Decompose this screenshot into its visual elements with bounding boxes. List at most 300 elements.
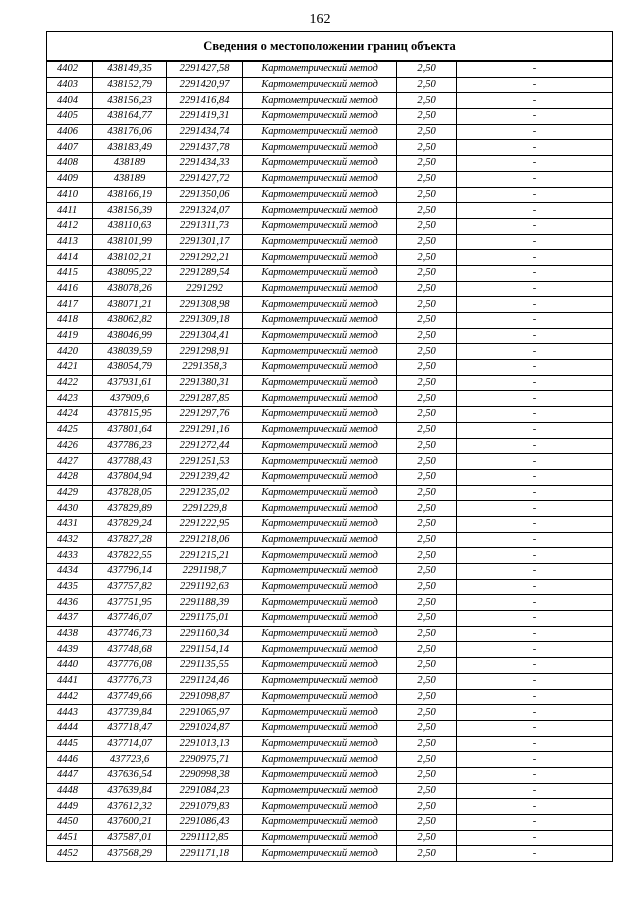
- note-cell: -: [457, 328, 613, 344]
- accuracy-cell: 2,50: [397, 156, 457, 172]
- x-coordinate-cell: 438189: [93, 156, 167, 172]
- point-number-cell: 4408: [47, 156, 93, 172]
- y-coordinate-cell: 2291154,14: [167, 642, 243, 658]
- method-cell: Картометрический метод: [243, 297, 397, 313]
- table-row: [47, 281, 613, 297]
- note-cell: -: [457, 438, 613, 454]
- note-cell: -: [457, 140, 613, 156]
- note-cell: -: [457, 407, 613, 423]
- y-coordinate-cell: 2291427,72: [167, 171, 243, 187]
- accuracy-cell: 2,50: [397, 218, 457, 234]
- method-cell: Картометрический метод: [243, 250, 397, 266]
- note-cell: -: [457, 265, 613, 281]
- point-number-cell: 4402: [47, 61, 93, 77]
- method-cell: Картометрический метод: [243, 140, 397, 156]
- point-number-cell: 4424: [47, 407, 93, 423]
- table-row: [47, 642, 613, 658]
- x-coordinate-cell: 437718,47: [93, 720, 167, 736]
- method-cell: Картометрический метод: [243, 344, 397, 360]
- note-cell: -: [457, 736, 613, 752]
- note-cell: -: [457, 689, 613, 705]
- y-coordinate-cell: 2291287,85: [167, 391, 243, 407]
- y-coordinate-cell: 2291434,74: [167, 124, 243, 140]
- accuracy-cell: 2,50: [397, 422, 457, 438]
- table-row: [47, 375, 613, 391]
- table-row: [47, 548, 613, 564]
- point-number-cell: 4427: [47, 454, 93, 470]
- y-coordinate-cell: 2291324,07: [167, 203, 243, 219]
- y-coordinate-cell: 2291086,43: [167, 815, 243, 831]
- method-cell: Картометрический метод: [243, 109, 397, 125]
- point-number-cell: 4450: [47, 815, 93, 831]
- y-coordinate-cell: 2291013,13: [167, 736, 243, 752]
- note-cell: -: [457, 454, 613, 470]
- x-coordinate-cell: 438164,77: [93, 109, 167, 125]
- table-row: [47, 815, 613, 831]
- table-row: [47, 579, 613, 595]
- y-coordinate-cell: 2291239,42: [167, 469, 243, 485]
- note-cell: -: [457, 250, 613, 266]
- point-number-cell: 4416: [47, 281, 93, 297]
- accuracy-cell: 2,50: [397, 124, 457, 140]
- y-coordinate-cell: 2291079,83: [167, 799, 243, 815]
- table-row: [47, 752, 613, 768]
- note-cell: -: [457, 344, 613, 360]
- y-coordinate-cell: 2291112,85: [167, 830, 243, 846]
- x-coordinate-cell: 437829,89: [93, 501, 167, 517]
- method-cell: Картометрический метод: [243, 187, 397, 203]
- y-coordinate-cell: 2291350,06: [167, 187, 243, 203]
- accuracy-cell: 2,50: [397, 611, 457, 627]
- point-number-cell: 4420: [47, 344, 93, 360]
- note-cell: -: [457, 579, 613, 595]
- accuracy-cell: 2,50: [397, 234, 457, 250]
- y-coordinate-cell: 2291419,31: [167, 109, 243, 125]
- accuracy-cell: 2,50: [397, 344, 457, 360]
- method-cell: Картометрический метод: [243, 422, 397, 438]
- point-number-cell: 4421: [47, 360, 93, 376]
- method-cell: Картометрический метод: [243, 579, 397, 595]
- point-number-cell: 4436: [47, 595, 93, 611]
- method-cell: Картометрический метод: [243, 313, 397, 329]
- note-cell: -: [457, 564, 613, 580]
- accuracy-cell: 2,50: [397, 77, 457, 93]
- x-coordinate-cell: 437822,55: [93, 548, 167, 564]
- x-coordinate-cell: 437776,73: [93, 673, 167, 689]
- accuracy-cell: 2,50: [397, 658, 457, 674]
- x-coordinate-cell: 438095,22: [93, 265, 167, 281]
- x-coordinate-cell: 437829,24: [93, 516, 167, 532]
- table-row: [47, 61, 613, 77]
- note-cell: -: [457, 297, 613, 313]
- method-cell: Картометрический метод: [243, 799, 397, 815]
- note-cell: -: [457, 109, 613, 125]
- point-number-cell: 4437: [47, 611, 93, 627]
- point-number-cell: 4418: [47, 313, 93, 329]
- point-number-cell: 4435: [47, 579, 93, 595]
- accuracy-cell: 2,50: [397, 689, 457, 705]
- note-cell: -: [457, 611, 613, 627]
- method-cell: Картометрический метод: [243, 532, 397, 548]
- point-number-cell: 4449: [47, 799, 93, 815]
- accuracy-cell: 2,50: [397, 673, 457, 689]
- accuracy-cell: 2,50: [397, 93, 457, 109]
- point-number-cell: 4404: [47, 93, 93, 109]
- accuracy-cell: 2,50: [397, 595, 457, 611]
- method-cell: Картометрический метод: [243, 407, 397, 423]
- x-coordinate-cell: 438102,21: [93, 250, 167, 266]
- point-number-cell: 4429: [47, 485, 93, 501]
- table-row: [47, 156, 613, 172]
- point-number-cell: 4428: [47, 469, 93, 485]
- table-body: [47, 61, 613, 862]
- x-coordinate-cell: 437815,95: [93, 407, 167, 423]
- x-coordinate-cell: 437931,61: [93, 375, 167, 391]
- point-number-cell: 4431: [47, 516, 93, 532]
- note-cell: -: [457, 799, 613, 815]
- accuracy-cell: 2,50: [397, 297, 457, 313]
- x-coordinate-cell: 438071,21: [93, 297, 167, 313]
- table-row: [47, 720, 613, 736]
- point-number-cell: 4409: [47, 171, 93, 187]
- accuracy-cell: 2,50: [397, 61, 457, 77]
- method-cell: Картометрический метод: [243, 720, 397, 736]
- method-cell: Картометрический метод: [243, 689, 397, 705]
- table-row: [47, 328, 613, 344]
- note-cell: -: [457, 846, 613, 862]
- note-cell: -: [457, 595, 613, 611]
- method-cell: Картометрический метод: [243, 328, 397, 344]
- x-coordinate-cell: 437776,08: [93, 658, 167, 674]
- x-coordinate-cell: 437636,54: [93, 767, 167, 783]
- x-coordinate-cell: 438046,99: [93, 328, 167, 344]
- table-row: [47, 673, 613, 689]
- y-coordinate-cell: 2291198,7: [167, 564, 243, 580]
- note-cell: -: [457, 767, 613, 783]
- method-cell: Картометрический метод: [243, 767, 397, 783]
- accuracy-cell: 2,50: [397, 752, 457, 768]
- point-number-cell: 4412: [47, 218, 93, 234]
- x-coordinate-cell: 437788,43: [93, 454, 167, 470]
- y-coordinate-cell: 2291291,16: [167, 422, 243, 438]
- y-coordinate-cell: 2291175,01: [167, 611, 243, 627]
- table-row: [47, 77, 613, 93]
- table-row: [47, 454, 613, 470]
- x-coordinate-cell: 438156,23: [93, 93, 167, 109]
- note-cell: -: [457, 532, 613, 548]
- x-coordinate-cell: 438078,26: [93, 281, 167, 297]
- x-coordinate-cell: 438110,63: [93, 218, 167, 234]
- accuracy-cell: 2,50: [397, 642, 457, 658]
- point-number-cell: 4452: [47, 846, 93, 862]
- method-cell: Картометрический метод: [243, 218, 397, 234]
- table-row: [47, 799, 613, 815]
- x-coordinate-cell: 438156,39: [93, 203, 167, 219]
- note-cell: -: [457, 93, 613, 109]
- x-coordinate-cell: 438176,06: [93, 124, 167, 140]
- note-cell: -: [457, 673, 613, 689]
- point-number-cell: 4426: [47, 438, 93, 454]
- method-cell: Картометрический метод: [243, 469, 397, 485]
- point-number-cell: 4413: [47, 234, 93, 250]
- x-coordinate-cell: 438101,99: [93, 234, 167, 250]
- y-coordinate-cell: 2291301,17: [167, 234, 243, 250]
- note-cell: -: [457, 642, 613, 658]
- note-cell: -: [457, 375, 613, 391]
- accuracy-cell: 2,50: [397, 626, 457, 642]
- method-cell: Картометрический метод: [243, 611, 397, 627]
- table-row: [47, 422, 613, 438]
- point-number-cell: 4434: [47, 564, 93, 580]
- x-coordinate-cell: 437796,14: [93, 564, 167, 580]
- note-cell: -: [457, 658, 613, 674]
- coordinates-table: [46, 31, 613, 862]
- accuracy-cell: 2,50: [397, 767, 457, 783]
- table-row: [47, 689, 613, 705]
- y-coordinate-cell: 2291437,78: [167, 140, 243, 156]
- note-cell: -: [457, 830, 613, 846]
- x-coordinate-cell: 437746,07: [93, 611, 167, 627]
- note-cell: -: [457, 752, 613, 768]
- table-row: [47, 658, 613, 674]
- point-number-cell: 4417: [47, 297, 93, 313]
- x-coordinate-cell: 437749,66: [93, 689, 167, 705]
- method-cell: Картометрический метод: [243, 265, 397, 281]
- point-number-cell: 4451: [47, 830, 93, 846]
- point-number-cell: 4406: [47, 124, 93, 140]
- x-coordinate-cell: 437746,73: [93, 626, 167, 642]
- table-row: [47, 611, 613, 627]
- method-cell: Картометрический метод: [243, 485, 397, 501]
- point-number-cell: 4430: [47, 501, 93, 517]
- note-cell: -: [457, 156, 613, 172]
- y-coordinate-cell: 2291215,21: [167, 548, 243, 564]
- x-coordinate-cell: 437600,21: [93, 815, 167, 831]
- accuracy-cell: 2,50: [397, 783, 457, 799]
- method-cell: Картометрический метод: [243, 815, 397, 831]
- y-coordinate-cell: 2291298,91: [167, 344, 243, 360]
- point-number-cell: 4443: [47, 705, 93, 721]
- y-coordinate-cell: 2290975,71: [167, 752, 243, 768]
- accuracy-cell: 2,50: [397, 705, 457, 721]
- note-cell: -: [457, 77, 613, 93]
- accuracy-cell: 2,50: [397, 203, 457, 219]
- y-coordinate-cell: 2291309,18: [167, 313, 243, 329]
- table-row: [47, 124, 613, 140]
- y-coordinate-cell: 2291289,54: [167, 265, 243, 281]
- coordinates-sheet: [46, 31, 612, 862]
- method-cell: Картометрический метод: [243, 705, 397, 721]
- point-number-cell: 4444: [47, 720, 93, 736]
- note-cell: -: [457, 815, 613, 831]
- method-cell: Картометрический метод: [243, 736, 397, 752]
- x-coordinate-cell: 437587,01: [93, 830, 167, 846]
- table-row: [47, 736, 613, 752]
- table-row: [47, 783, 613, 799]
- x-coordinate-cell: 437751,95: [93, 595, 167, 611]
- accuracy-cell: 2,50: [397, 532, 457, 548]
- y-coordinate-cell: 2291222,95: [167, 516, 243, 532]
- x-coordinate-cell: 437639,84: [93, 783, 167, 799]
- table-row: [47, 595, 613, 611]
- accuracy-cell: 2,50: [397, 391, 457, 407]
- method-cell: Картометрический метод: [243, 234, 397, 250]
- table-row: [47, 171, 613, 187]
- y-coordinate-cell: 2291272,44: [167, 438, 243, 454]
- table-row: [47, 344, 613, 360]
- y-coordinate-cell: 2291235,02: [167, 485, 243, 501]
- accuracy-cell: 2,50: [397, 250, 457, 266]
- x-coordinate-cell: 437568,29: [93, 846, 167, 862]
- table-row: [47, 93, 613, 109]
- point-number-cell: 4425: [47, 422, 93, 438]
- accuracy-cell: 2,50: [397, 548, 457, 564]
- accuracy-cell: 2,50: [397, 109, 457, 125]
- x-coordinate-cell: 437909,6: [93, 391, 167, 407]
- accuracy-cell: 2,50: [397, 579, 457, 595]
- note-cell: -: [457, 516, 613, 532]
- y-coordinate-cell: 2291171,18: [167, 846, 243, 862]
- y-coordinate-cell: 2291192,63: [167, 579, 243, 595]
- x-coordinate-cell: 437723,6: [93, 752, 167, 768]
- y-coordinate-cell: 2291416,84: [167, 93, 243, 109]
- y-coordinate-cell: 2291297,76: [167, 407, 243, 423]
- method-cell: Картометрический метод: [243, 516, 397, 532]
- accuracy-cell: 2,50: [397, 815, 457, 831]
- x-coordinate-cell: 437804,94: [93, 469, 167, 485]
- point-number-cell: 4422: [47, 375, 93, 391]
- accuracy-cell: 2,50: [397, 736, 457, 752]
- accuracy-cell: 2,50: [397, 140, 457, 156]
- y-coordinate-cell: 2291311,73: [167, 218, 243, 234]
- method-cell: Картометрический метод: [243, 391, 397, 407]
- method-cell: Картометрический метод: [243, 752, 397, 768]
- method-cell: Картометрический метод: [243, 783, 397, 799]
- note-cell: -: [457, 469, 613, 485]
- note-cell: -: [457, 626, 613, 642]
- note-cell: -: [457, 171, 613, 187]
- point-number-cell: 4439: [47, 642, 93, 658]
- x-coordinate-cell: 438054,79: [93, 360, 167, 376]
- note-cell: -: [457, 124, 613, 140]
- note-cell: -: [457, 61, 613, 77]
- table-row: [47, 297, 613, 313]
- y-coordinate-cell: 2291251,53: [167, 454, 243, 470]
- y-coordinate-cell: 2291188,39: [167, 595, 243, 611]
- note-cell: -: [457, 360, 613, 376]
- x-coordinate-cell: 438189: [93, 171, 167, 187]
- method-cell: Картометрический метод: [243, 281, 397, 297]
- point-number-cell: 4446: [47, 752, 93, 768]
- accuracy-cell: 2,50: [397, 501, 457, 517]
- note-cell: -: [457, 391, 613, 407]
- method-cell: Картометрический метод: [243, 438, 397, 454]
- point-number-cell: 4433: [47, 548, 93, 564]
- method-cell: Картометрический метод: [243, 626, 397, 642]
- note-cell: -: [457, 234, 613, 250]
- accuracy-cell: 2,50: [397, 328, 457, 344]
- note-cell: -: [457, 485, 613, 501]
- point-number-cell: 4405: [47, 109, 93, 125]
- note-cell: -: [457, 501, 613, 517]
- table-row: [47, 564, 613, 580]
- page-number: 162: [309, 12, 331, 27]
- y-coordinate-cell: 2291308,98: [167, 297, 243, 313]
- table-row: [47, 140, 613, 156]
- point-number-cell: 4414: [47, 250, 93, 266]
- method-cell: Картометрический метод: [243, 454, 397, 470]
- y-coordinate-cell: 2291434,33: [167, 156, 243, 172]
- table-row: [47, 516, 613, 532]
- accuracy-cell: 2,50: [397, 171, 457, 187]
- method-cell: Картометрический метод: [243, 156, 397, 172]
- table-row: [47, 767, 613, 783]
- x-coordinate-cell: 438183,49: [93, 140, 167, 156]
- y-coordinate-cell: 2291229,8: [167, 501, 243, 517]
- y-coordinate-cell: 2291098,87: [167, 689, 243, 705]
- table-row: [47, 532, 613, 548]
- accuracy-cell: 2,50: [397, 407, 457, 423]
- method-cell: Картометрический метод: [243, 595, 397, 611]
- method-cell: Картометрический метод: [243, 501, 397, 517]
- method-cell: Картометрический метод: [243, 564, 397, 580]
- table-row: [47, 438, 613, 454]
- point-number-cell: 4411: [47, 203, 93, 219]
- y-coordinate-cell: 2291292,21: [167, 250, 243, 266]
- note-cell: -: [457, 705, 613, 721]
- x-coordinate-cell: 437801,64: [93, 422, 167, 438]
- x-coordinate-cell: 438152,79: [93, 77, 167, 93]
- table-row: [47, 250, 613, 266]
- x-coordinate-cell: 438166,19: [93, 187, 167, 203]
- y-coordinate-cell: 2291135,55: [167, 658, 243, 674]
- accuracy-cell: 2,50: [397, 265, 457, 281]
- accuracy-cell: 2,50: [397, 516, 457, 532]
- method-cell: Картометрический метод: [243, 203, 397, 219]
- accuracy-cell: 2,50: [397, 187, 457, 203]
- table-row: [47, 501, 613, 517]
- y-coordinate-cell: 2291380,31: [167, 375, 243, 391]
- method-cell: Картометрический метод: [243, 548, 397, 564]
- table-row: [47, 187, 613, 203]
- table-row: [47, 203, 613, 219]
- y-coordinate-cell: 2291084,23: [167, 783, 243, 799]
- method-cell: Картометрический метод: [243, 124, 397, 140]
- method-cell: Картометрический метод: [243, 642, 397, 658]
- method-cell: Картометрический метод: [243, 658, 397, 674]
- note-cell: -: [457, 313, 613, 329]
- accuracy-cell: 2,50: [397, 799, 457, 815]
- point-number-cell: 4442: [47, 689, 93, 705]
- y-coordinate-cell: 2291358,3: [167, 360, 243, 376]
- x-coordinate-cell: 437748,68: [93, 642, 167, 658]
- note-cell: -: [457, 422, 613, 438]
- table-row: [47, 234, 613, 250]
- table-row: [47, 391, 613, 407]
- method-cell: Картометрический метод: [243, 93, 397, 109]
- y-coordinate-cell: 2291292: [167, 281, 243, 297]
- note-cell: -: [457, 218, 613, 234]
- point-number-cell: 4415: [47, 265, 93, 281]
- table-title: Сведения о местоположении границ объекта: [47, 32, 613, 62]
- table-row: [47, 846, 613, 862]
- method-cell: Картометрический метод: [243, 673, 397, 689]
- accuracy-cell: 2,50: [397, 469, 457, 485]
- note-cell: -: [457, 281, 613, 297]
- y-coordinate-cell: 2291427,58: [167, 61, 243, 77]
- x-coordinate-cell: 437739,84: [93, 705, 167, 721]
- table-row: [47, 626, 613, 642]
